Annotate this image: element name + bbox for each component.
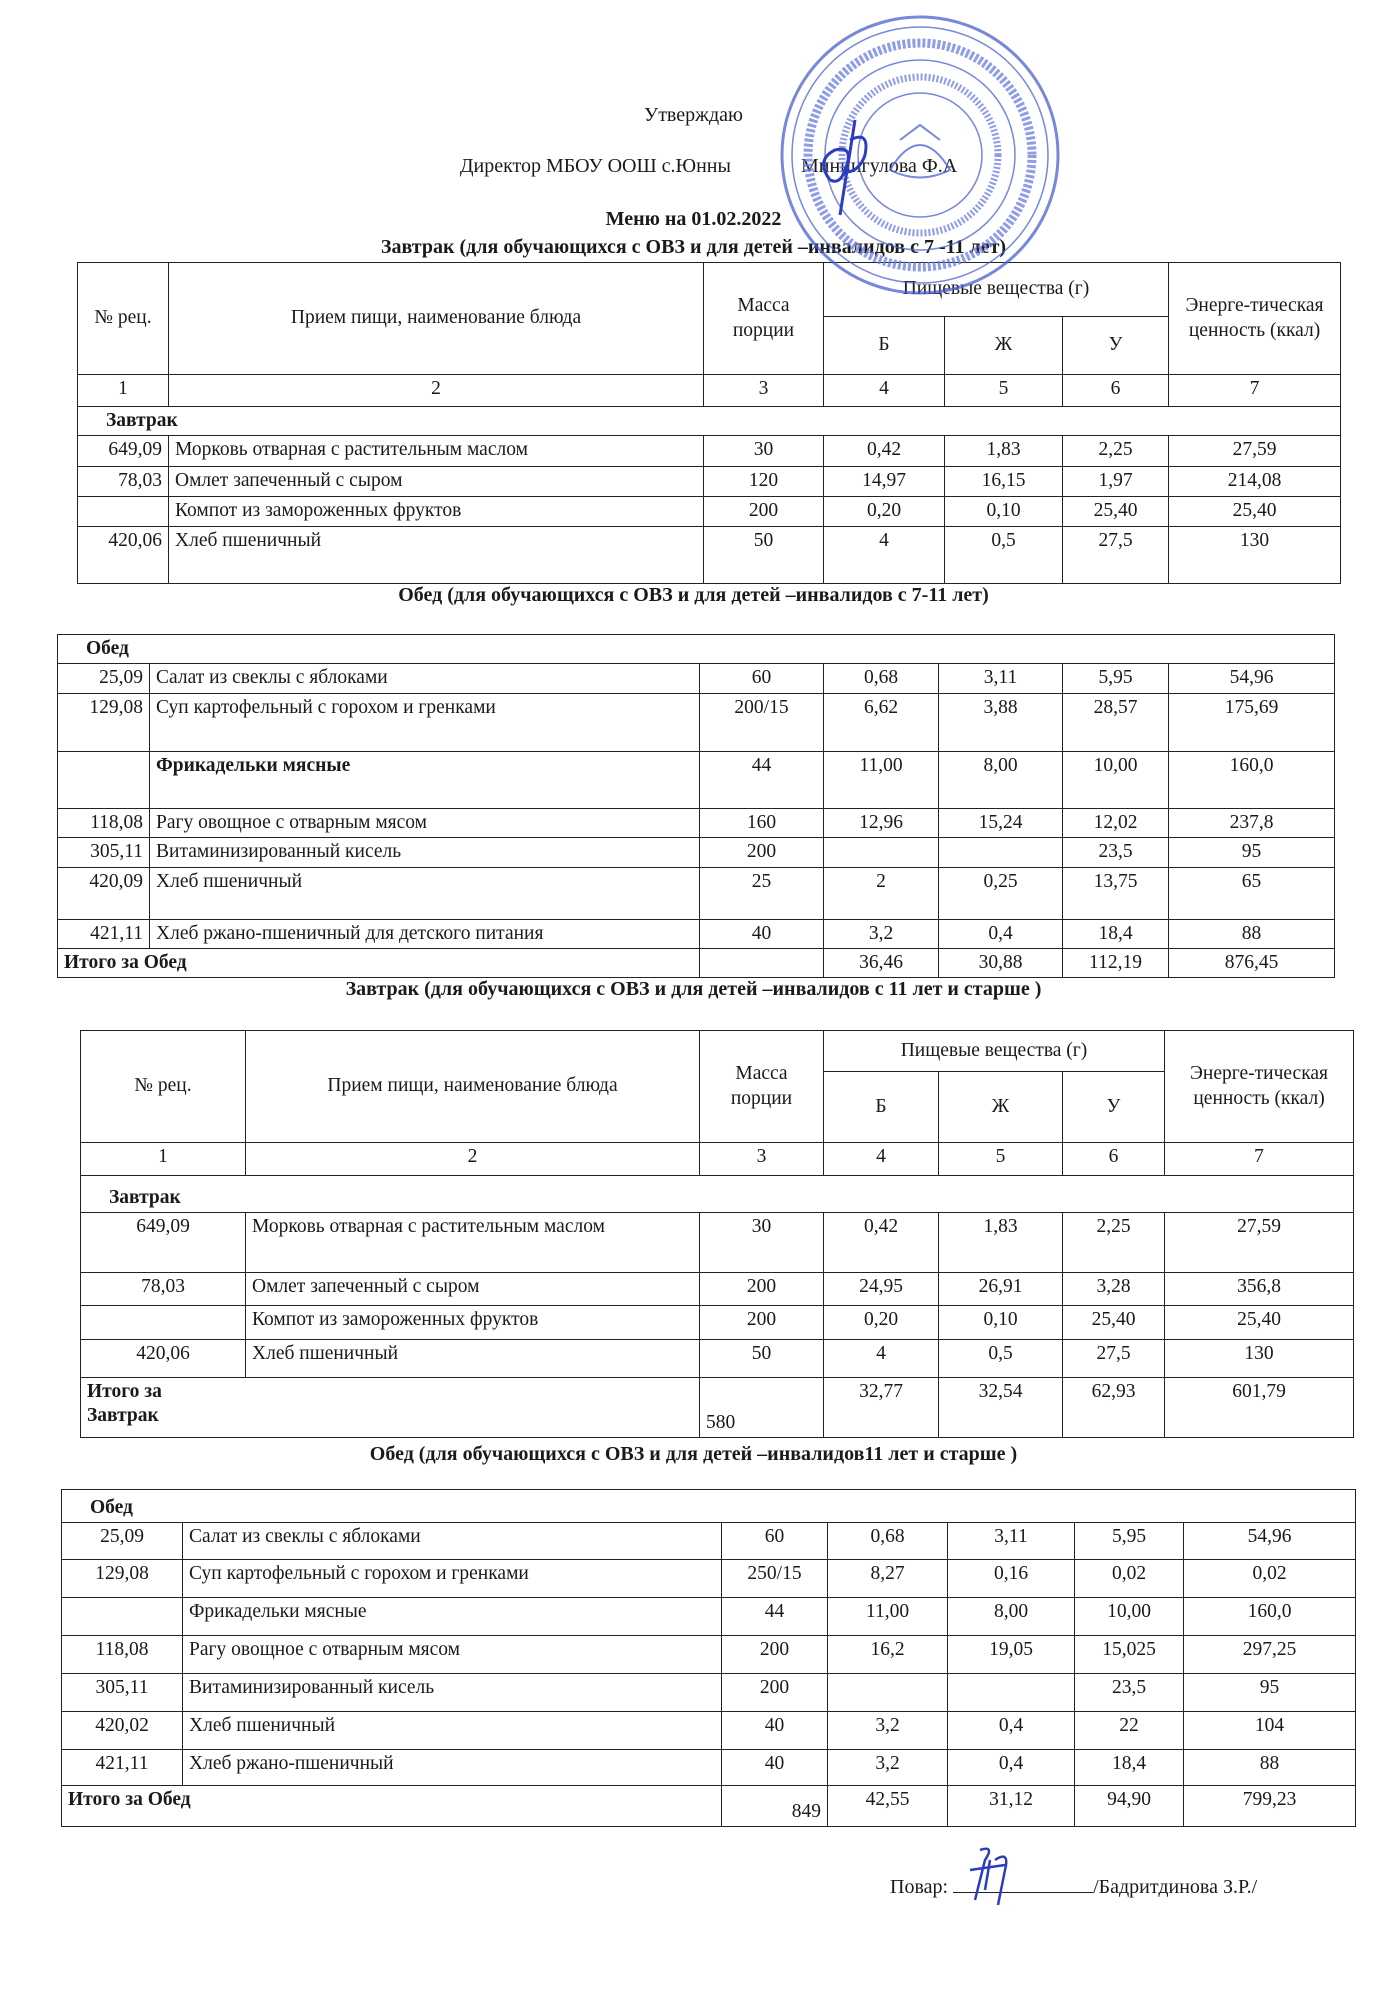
carb-value: 10,00 [1063, 751, 1169, 808]
recipe-number: 649,09 [78, 436, 169, 467]
director-line [0, 155, 1387, 178]
column-number: 4 [824, 375, 945, 407]
fat-value: 8,00 [948, 1598, 1075, 1636]
nutrients-header: Пищевые вещества (г) [824, 1031, 1165, 1072]
dish-name: Хлеб ржано-пшеничный [183, 1750, 722, 1786]
cook-label: Повар: [890, 1876, 949, 1898]
column-number: 2 [169, 375, 704, 407]
protein-value: 4 [824, 1340, 939, 1378]
dish-name: Фрикадельки мясные [183, 1598, 722, 1636]
dish-header: Прием пищи, наименование блюда [246, 1031, 700, 1143]
dish-name: Хлеб ржано-пшеничный для детского питания [150, 919, 700, 948]
carb-value: 18,4 [1075, 1750, 1184, 1786]
fat-value: 0,5 [939, 1340, 1063, 1378]
dish-row [58, 838, 1335, 867]
fat-value: 8,00 [939, 751, 1063, 808]
recipe-number: 420,06 [78, 527, 169, 584]
nutrients-header: Пищевые вещества (г) [824, 263, 1169, 317]
recipe-number: 420,02 [62, 1712, 183, 1750]
column-number: 1 [81, 1143, 246, 1176]
dish-row [62, 1712, 1356, 1750]
fat-value [939, 838, 1063, 867]
dish-name: Хлеб пшеничный [246, 1340, 700, 1378]
portion-mass: 200 [704, 497, 824, 527]
protein-value: 8,27 [828, 1560, 948, 1598]
header-row [78, 263, 1341, 317]
fat-value: 19,05 [948, 1636, 1075, 1674]
carb-value: 12,02 [1063, 808, 1169, 837]
protein-value: 4 [824, 527, 945, 584]
energy-header: Энерге-тическая ценность (ккал) [1169, 263, 1341, 375]
dish-row [58, 919, 1335, 948]
dish-name: Омлет запеченный с сыром [246, 1273, 700, 1306]
dish-name: Морковь отварная с растительным маслом [169, 436, 704, 467]
dish-name: Компот из замороженных фруктов [246, 1306, 700, 1340]
dish-row [78, 497, 1341, 527]
total-protein: 36,46 [824, 948, 939, 977]
recipe-number: 78,03 [78, 467, 169, 497]
recipe-number [58, 751, 150, 808]
dish-row [58, 664, 1335, 693]
recipe-number: 25,09 [58, 664, 150, 693]
portion-mass: 250/15 [722, 1560, 828, 1598]
carb-value: 25,40 [1063, 1306, 1165, 1340]
column-number-row [81, 1143, 1354, 1176]
dish-row [58, 693, 1335, 751]
column-number: 4 [824, 1143, 939, 1176]
meal-label: Завтрак [81, 1176, 1354, 1213]
protein-header: Б [824, 317, 945, 375]
total-fat: 31,12 [948, 1786, 1075, 1827]
director-title: Директор МБОУ ООШ с.Юнны [459, 155, 731, 177]
portion-mass: 200 [700, 1306, 824, 1340]
energy-value: 25,40 [1165, 1306, 1354, 1340]
recipe-number: 305,11 [58, 838, 150, 867]
dish-row [58, 808, 1335, 837]
dish-name: Компот из замороженных фруктов [169, 497, 704, 527]
column-number: 6 [1063, 375, 1169, 407]
total-mass: 849 [722, 1786, 828, 1827]
dish-row [78, 436, 1341, 467]
fat-value: 1,83 [939, 1213, 1063, 1273]
portion-mass: 200/15 [700, 693, 824, 751]
total-label: Итого за Обед [58, 948, 700, 977]
energy-value: 104 [1184, 1712, 1356, 1750]
recipe-number: 25,09 [62, 1523, 183, 1560]
dish-name: Хлеб пшеничный [169, 527, 704, 584]
protein-value: 3,2 [828, 1712, 948, 1750]
total-carb: 94,90 [1075, 1786, 1184, 1827]
dish-row [81, 1340, 1354, 1378]
energy-value: 88 [1169, 919, 1335, 948]
carb-value: 23,5 [1075, 1674, 1184, 1712]
dish-row [62, 1750, 1356, 1786]
fat-value: 0,16 [948, 1560, 1075, 1598]
column-number: 6 [1063, 1143, 1165, 1176]
energy-value: 65 [1169, 867, 1335, 919]
portion-mass: 40 [722, 1712, 828, 1750]
recipe-number: 420,09 [58, 867, 150, 919]
protein-value: 2 [824, 867, 939, 919]
protein-value: 24,95 [824, 1273, 939, 1306]
dish-row [62, 1674, 1356, 1712]
dish-header: Прием пищи, наименование блюда [169, 263, 704, 375]
portion-mass: 50 [700, 1340, 824, 1378]
section-title-2: Обед (для обучающихся с ОВЗ и для детей –инвалидов с 7-11 лет) [398, 584, 989, 606]
dish-row [62, 1598, 1356, 1636]
fat-value: 0,4 [948, 1712, 1075, 1750]
header-row [81, 1031, 1354, 1072]
recipe-number [78, 497, 169, 527]
section-title-4: Обед (для обучающихся с ОВЗ и для детей –инвалидов11 лет и старше ) [369, 1443, 1018, 1465]
total-row [58, 948, 1335, 977]
carb-value: 5,95 [1075, 1523, 1184, 1560]
meal-label: Обед [58, 635, 1335, 664]
portion-mass: 30 [700, 1213, 824, 1273]
portion-mass: 60 [722, 1523, 828, 1560]
protein-value: 0,20 [824, 1306, 939, 1340]
portion-mass: 60 [700, 664, 824, 693]
protein-value [828, 1674, 948, 1712]
protein-value: 0,68 [824, 664, 939, 693]
recipe-number: 421,11 [62, 1750, 183, 1786]
rec-no-header: № рец. [81, 1031, 246, 1143]
energy-value: 160,0 [1184, 1598, 1356, 1636]
recipe-number: 420,06 [81, 1340, 246, 1378]
carb-value: 25,40 [1063, 497, 1169, 527]
dish-name: Рагу овощное с отварным мясом [150, 808, 700, 837]
energy-value: 297,25 [1184, 1636, 1356, 1674]
portion-mass: 50 [704, 527, 824, 584]
protein-value: 3,2 [824, 919, 939, 948]
recipe-number [62, 1598, 183, 1636]
protein-value: 0,20 [824, 497, 945, 527]
dish-name: Омлет запеченный с сыром [169, 467, 704, 497]
carb-value: 23,5 [1063, 838, 1169, 867]
dish-name: Витаминизированный кисель [183, 1674, 722, 1712]
portion-mass: 200 [700, 1273, 824, 1306]
column-number: 1 [78, 375, 169, 407]
dish-row [58, 751, 1335, 808]
total-protein: 42,55 [828, 1786, 948, 1827]
fat-value: 3,88 [939, 693, 1063, 751]
recipe-number: 129,08 [58, 693, 150, 751]
fat-header: Ж [945, 317, 1063, 375]
recipe-number: 118,08 [62, 1636, 183, 1674]
fat-value: 26,91 [939, 1273, 1063, 1306]
dish-row [62, 1636, 1356, 1674]
total-protein: 32,77 [824, 1378, 939, 1438]
meal-label: Обед [62, 1490, 1356, 1523]
fat-value: 3,11 [939, 664, 1063, 693]
cook-signature [960, 1840, 1020, 1910]
energy-value: 130 [1165, 1340, 1354, 1378]
dish-name: Морковь отварная с растительным маслом [246, 1213, 700, 1273]
portion-mass: 200 [722, 1636, 828, 1674]
protein-value: 12,96 [824, 808, 939, 837]
fat-header: Ж [939, 1072, 1063, 1143]
mass-header: Масса порции [704, 263, 824, 375]
total-label: Итого за Завтрак [81, 1378, 700, 1438]
total-row [62, 1786, 1356, 1827]
fat-value: 0,5 [945, 527, 1063, 584]
protein-value: 0,68 [828, 1523, 948, 1560]
energy-value: 95 [1184, 1674, 1356, 1712]
fat-value: 0,25 [939, 867, 1063, 919]
carb-value: 0,02 [1075, 1560, 1184, 1598]
total-label: Итого за Обед [62, 1786, 722, 1827]
energy-value: 25,40 [1169, 497, 1341, 527]
dish-name: Рагу овощное с отварным мясом [183, 1636, 722, 1674]
dish-row [81, 1273, 1354, 1306]
cook-name: /Бадритдинова З.Р./ [1093, 1876, 1258, 1898]
recipe-number: 649,09 [81, 1213, 246, 1273]
director-name: Миннигулова Ф.А [800, 155, 958, 177]
portion-mass: 200 [700, 838, 824, 867]
dish-row [81, 1306, 1354, 1340]
carb-value: 1,97 [1063, 467, 1169, 497]
carb-value: 13,75 [1063, 867, 1169, 919]
protein-value [824, 838, 939, 867]
total-energy: 601,79 [1165, 1378, 1354, 1438]
carb-header: У [1063, 1072, 1165, 1143]
dish-row [62, 1560, 1356, 1598]
director-signature [810, 110, 890, 220]
portion-mass: 30 [704, 436, 824, 467]
energy-header: Энерге-тическая ценность (ккал) [1165, 1031, 1354, 1143]
carb-value: 27,5 [1063, 1340, 1165, 1378]
column-number: 5 [939, 1143, 1063, 1176]
total-fat: 30,88 [939, 948, 1063, 977]
column-number: 2 [246, 1143, 700, 1176]
recipe-number: 305,11 [62, 1674, 183, 1712]
portion-mass: 40 [700, 919, 824, 948]
dish-row [81, 1213, 1354, 1273]
energy-value: 54,96 [1184, 1523, 1356, 1560]
column-number: 3 [704, 375, 824, 407]
section-title-3: Завтрак (для обучающихся с ОВЗ и для детей –инвалидов с 11 лет и старше ) [345, 978, 1042, 1000]
energy-value: 27,59 [1169, 436, 1341, 467]
protein-value: 11,00 [824, 751, 939, 808]
energy-value: 175,69 [1169, 693, 1335, 751]
portion-mass: 120 [704, 467, 824, 497]
recipe-number: 78,03 [81, 1273, 246, 1306]
dish-row [58, 867, 1335, 919]
carb-value: 10,00 [1075, 1598, 1184, 1636]
carb-value: 2,25 [1063, 436, 1169, 467]
recipe-number: 129,08 [62, 1560, 183, 1598]
energy-value: 237,8 [1169, 808, 1335, 837]
carb-value: 28,57 [1063, 693, 1169, 751]
protein-header: Б [824, 1072, 939, 1143]
carb-value: 22 [1075, 1712, 1184, 1750]
protein-value: 0,42 [824, 436, 945, 467]
menu-date: Меню на 01.02.2022 [605, 208, 782, 230]
dish-name: Суп картофельный с горохом и гренками [183, 1560, 722, 1598]
energy-value: 0,02 [1184, 1560, 1356, 1598]
carb-value: 3,28 [1063, 1273, 1165, 1306]
protein-value: 16,2 [828, 1636, 948, 1674]
carb-value: 27,5 [1063, 527, 1169, 584]
dish-row [62, 1523, 1356, 1560]
lunch-7-11-table [57, 634, 1335, 978]
total-energy: 876,45 [1169, 948, 1335, 977]
carb-value: 15,025 [1075, 1636, 1184, 1674]
column-number: 7 [1165, 1143, 1354, 1176]
section-title-1: Завтрак (для обучающихся с ОВЗ и для детей –инвалидов с 7 -11 лет) [380, 236, 1007, 258]
carb-header: У [1063, 317, 1169, 375]
dish-name: Салат из свеклы с яблоками [183, 1523, 722, 1560]
total-carb: 112,19 [1063, 948, 1169, 977]
dish-row [78, 527, 1341, 584]
breakfast-7-11-table [77, 262, 1341, 584]
energy-value: 214,08 [1169, 467, 1341, 497]
total-mass [700, 948, 824, 977]
rec-no-header: № рец. [78, 263, 169, 375]
energy-value: 88 [1184, 1750, 1356, 1786]
column-number-row [78, 375, 1341, 407]
energy-value: 130 [1169, 527, 1341, 584]
portion-mass: 44 [700, 751, 824, 808]
energy-value: 95 [1169, 838, 1335, 867]
dish-name: Фрикадельки мясные [150, 751, 700, 808]
protein-value: 11,00 [828, 1598, 948, 1636]
total-mass: 580 [700, 1378, 824, 1438]
energy-value: 356,8 [1165, 1273, 1354, 1306]
fat-value: 1,83 [945, 436, 1063, 467]
dish-name: Суп картофельный с горохом и гренками [150, 693, 700, 751]
protein-value: 14,97 [824, 467, 945, 497]
fat-value: 15,24 [939, 808, 1063, 837]
meal-section-row [81, 1176, 1354, 1213]
meal-section-row [62, 1490, 1356, 1523]
meal-section-row [78, 407, 1341, 436]
fat-value: 0,4 [939, 919, 1063, 948]
dish-name: Хлеб пшеничный [183, 1712, 722, 1750]
fat-value: 0,10 [939, 1306, 1063, 1340]
lunch-11plus-table [61, 1489, 1356, 1827]
total-row [81, 1378, 1354, 1438]
recipe-number [81, 1306, 246, 1340]
dish-name: Витаминизированный кисель [150, 838, 700, 867]
portion-mass: 200 [722, 1674, 828, 1712]
portion-mass: 40 [722, 1750, 828, 1786]
total-energy: 799,23 [1184, 1786, 1356, 1827]
meal-section-row [58, 635, 1335, 664]
fat-value: 16,15 [945, 467, 1063, 497]
total-carb: 62,93 [1063, 1378, 1165, 1438]
fat-value: 3,11 [948, 1523, 1075, 1560]
energy-value: 27,59 [1165, 1213, 1354, 1273]
mass-header: Масса порции [700, 1031, 824, 1143]
fat-value: 0,4 [948, 1750, 1075, 1786]
energy-value: 160,0 [1169, 751, 1335, 808]
protein-value: 0,42 [824, 1213, 939, 1273]
carb-value: 2,25 [1063, 1213, 1165, 1273]
dish-row [78, 467, 1341, 497]
breakfast-11plus-table [80, 1030, 1354, 1438]
total-fat: 32,54 [939, 1378, 1063, 1438]
fat-value [948, 1674, 1075, 1712]
carb-value: 18,4 [1063, 919, 1169, 948]
column-number: 3 [700, 1143, 824, 1176]
protein-value: 3,2 [828, 1750, 948, 1786]
approve-label: Утверждаю [644, 104, 743, 126]
dish-name: Хлеб пшеничный [150, 867, 700, 919]
column-number: 5 [945, 375, 1063, 407]
portion-mass: 25 [700, 867, 824, 919]
column-number: 7 [1169, 375, 1341, 407]
protein-value: 6,62 [824, 693, 939, 751]
dish-name: Салат из свеклы с яблоками [150, 664, 700, 693]
carb-value: 5,95 [1063, 664, 1169, 693]
recipe-number: 118,08 [58, 808, 150, 837]
cook-signature-line [890, 1874, 1257, 1899]
fat-value: 0,10 [945, 497, 1063, 527]
portion-mass: 44 [722, 1598, 828, 1636]
portion-mass: 160 [700, 808, 824, 837]
meal-label: Завтрак [78, 407, 1341, 436]
energy-value: 54,96 [1169, 664, 1335, 693]
recipe-number: 421,11 [58, 919, 150, 948]
